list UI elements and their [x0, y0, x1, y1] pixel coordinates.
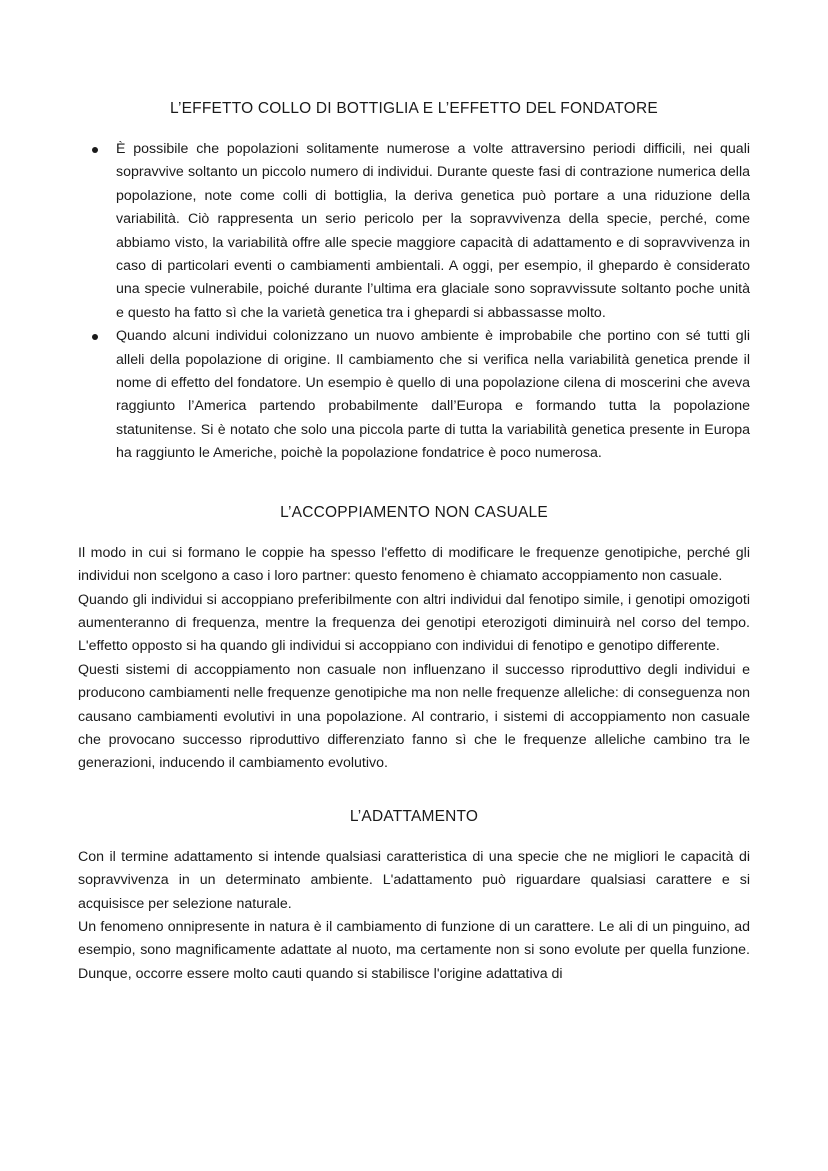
paragraph: Il modo in cui si formano le coppie ha spesso l'effetto di modificare le frequenze genotipiche, perché gli individui non scelgono a caso i loro partner: questo fenomeno è chiamato accoppiamento non casuale. [78, 544, 750, 585]
bullet-icon [92, 147, 98, 153]
section-title-bottleneck: L’EFFETTO COLLO DI BOTTIGLIA E L’EFFETTO DEL FONDATORE [170, 100, 658, 117]
bullet-icon [92, 334, 98, 340]
paragraph: Quando gli individui si accoppiano preferibilmente con altri individui dal fenotipo simile, i genotipi omozigoti aumenteranno di frequenza, mentre la frequenza dei genotipi eterozigoti diminuirà nel corso del tempo. L'effetto opposto si ha quando gli individui si accoppiano con individui di fenotipo e genotipo differente. [78, 591, 750, 655]
paragraph: Questi sistemi di accoppiamento non casuale non influenzano il successo riproduttivo degli individui e producono cambiamenti nelle frequenze genotipiche ma non nelle frequenze alleliche: di conseguenza non causano cambiamenti evolutivi in una popolazione. Al contrario, i sistemi di accoppiamento non casuale che provocano successo riproduttivo differenziato fanno sì che le frequenze alleliche cambino tra le generazioni, inducendo il cambiamento evolutivo. [78, 661, 750, 772]
paragraph: Un fenomeno onnipresente in natura è il cambiamento di funzione di un carattere. Le ali di un pinguino, ad esempio, sono magnificamente adattate al nuoto, ma certamente non si sono evolute per quella funzione. Dunque, occorre essere molto cauti quando si stabilisce l'origine adattativa di [78, 918, 750, 982]
section-title-nonrandom-mating: L’ACCOPPIAMENTO NON CASUALE [280, 503, 548, 521]
document-page [78, 92, 750, 986]
section-title-adaptation: L’ADATTAMENTO [349, 807, 479, 825]
nonrandom-mating-body [78, 542, 750, 776]
bullet-item [78, 138, 750, 325]
adaptation-body [78, 846, 750, 986]
bullet-item [78, 325, 750, 465]
paragraph: Con il termine adattamento si intende qualsiasi caratteristica di una specie che ne migliori le capacità di sopravvivenza in un determinato ambiente. L'adattamento può riguardare qualsiasi carattere e si acquisisce per selezione naturale. [78, 848, 750, 912]
bottleneck-bullet-list [78, 138, 750, 466]
bullet-text: Quando alcuni individui colonizzano un nuovo ambiente è improbabile che portino con sé tutti gli alleli della popolazione di origine. Il cambiamento che si verifica nella variabilità genetica prende il nome di effetto del fondatore. Un esempio è quello di una popolazione cilena di moscerini che aveva raggiunto l’America partendo probabilmente dall’Europa e formando tutta la popolazione statunitense. Si è notato che solo una piccola parte di tutta la variabilità genetica presente in Europa ha raggiunto le Americhe, poichè la popolazione fondatrice è poco numerosa. [116, 328, 750, 462]
bullet-text: È possibile che popolazioni solitamente numerose a volte attraversino periodi difficili, nei quali sopravvive soltanto un piccolo numero di individui. Durante queste fasi di contrazione numerica della popolazione, note come colli di bottiglia, la deriva genetica può portare a una riduzione della variabilità. Ciò rappresenta un serio pericolo per la sopravvivenza della specie, perché, come abbiamo visto, la variabilità offre alle specie maggiore capacità di adattamento e di sopravvivenza in caso di particolari eventi o cambiamenti ambientali. A oggi, per esempio, il ghepardo è considerato una specie vulnerabile, poiché durante l’ultima era glaciale sono sopravvissute soltanto poche unità e questo ha fatto sì che la varietà genetica tra i ghepardi si abbassasse molto. [116, 141, 750, 321]
